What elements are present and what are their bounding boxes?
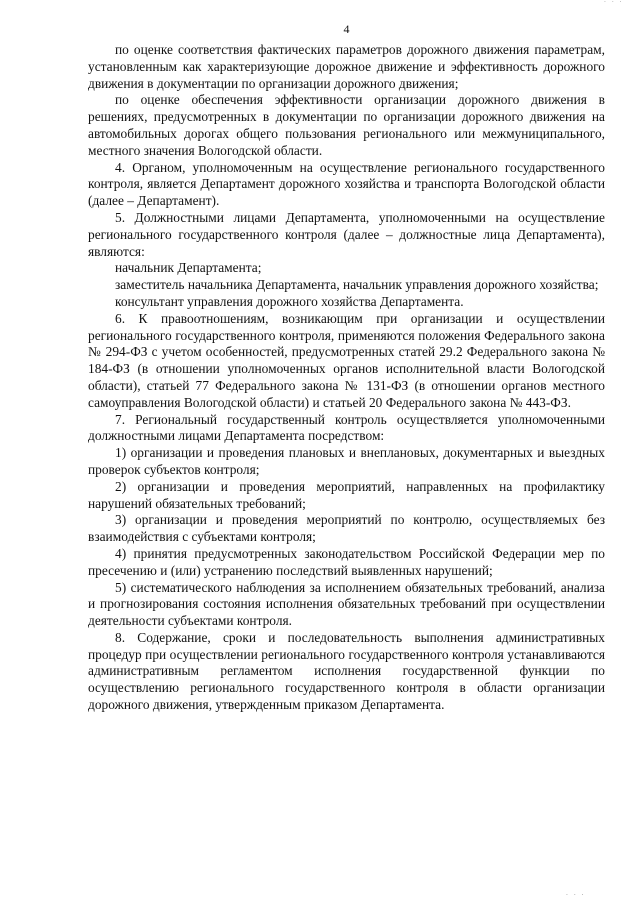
paragraph-5: начальник Департамента;: [115, 260, 262, 276]
paragraph-15: 8. Содержание, сроки и последовательность выполнения административных процедур при осуществлении регионального государственного контроля устанавливаются административным регламентом исполнения государственной функции по осуществлению регионального государственного контроля в области организации дорожного движения, утвержденным приказом Департамента.: [88, 629, 605, 713]
paragraph-7: консультант управления дорожного хозяйства Департамента.: [115, 293, 464, 309]
paragraph-3: 4. Органом, уполномоченным на осуществление регионального государственного контроля, является Департамент дорожного хозяйства и транспорта Вологодской области (далее – Департамент).: [88, 159, 605, 209]
scan-artifact-top: · · ·: [604, 0, 624, 6]
paragraph-14: 5) систематического наблюдения за исполнением обязательных требований, анализа и прогнозирования состояния исполнения обязательных требований при осуществлении деятельности субъектами контроля.: [88, 579, 605, 629]
paragraph-2: по оценке обеспечения эффективности организации дорожного движения в решениях, предусмотренных в документации по организации дорожного движения на автомобильных дорогах общего пользования регионального или межмуниципального, местного значения Вологодской области.: [88, 92, 605, 158]
scan-artifact-bottom: · · ·: [566, 892, 586, 899]
paragraph-13: 4) принятия предусмотренных законодательством Российской Федерации мер по пресечению и (или) устранению последствий выявленных нарушений;: [88, 545, 605, 578]
paragraph-8: 6. К правоотношениям, возникающим при организации и осуществлении регионального государственного контроля, применяются положения Федерального закона № 294-ФЗ с учетом особенностей, предусмотренных статей 29.2 Федерального закона № 184-ФЗ (в отношении уполномоченных органов исполнительной власти Вологодской области), статьей 77 Федерального закона № 131-ФЗ (в отношении органов местного самоуправления Вологодской области) и статьей 20 Федерального закона № 443-ФЗ.: [88, 310, 605, 410]
paragraph-12: 3) организации и проведения мероприятий по контролю, осуществляемых без взаимодействия с субъектами контроля;: [88, 512, 605, 545]
document-page: [88, 22, 605, 714]
paragraph-6: заместитель начальника Департамента, начальник управления дорожного хозяйства;: [115, 277, 599, 293]
paragraph-4: 5. Должностными лицами Департамента, уполномоченными на осуществление регионального государственного контроля (далее – должностные лица Департамента), являются:: [88, 209, 605, 259]
paragraph-10: 1) организации и проведения плановых и внеплановых, документарных и выездных проверок субъектов контроля;: [88, 445, 605, 477]
page-number: 4: [343, 22, 350, 36]
paragraph-1: по оценке соответствия фактических параметров дорожного движения параметрам, установленным как характеризующие дорожное движение и эффективность дорожного движения в документации по организации дорожного движения;: [88, 42, 605, 91]
paragraph-9: 7. Региональный государственный контроль осуществляется уполномоченными должностными лицами Департамента посредством:: [88, 411, 605, 444]
paragraph-11: 2) организации и проведения мероприятий, направленных на профилактику нарушений обязательных требований;: [88, 478, 605, 511]
